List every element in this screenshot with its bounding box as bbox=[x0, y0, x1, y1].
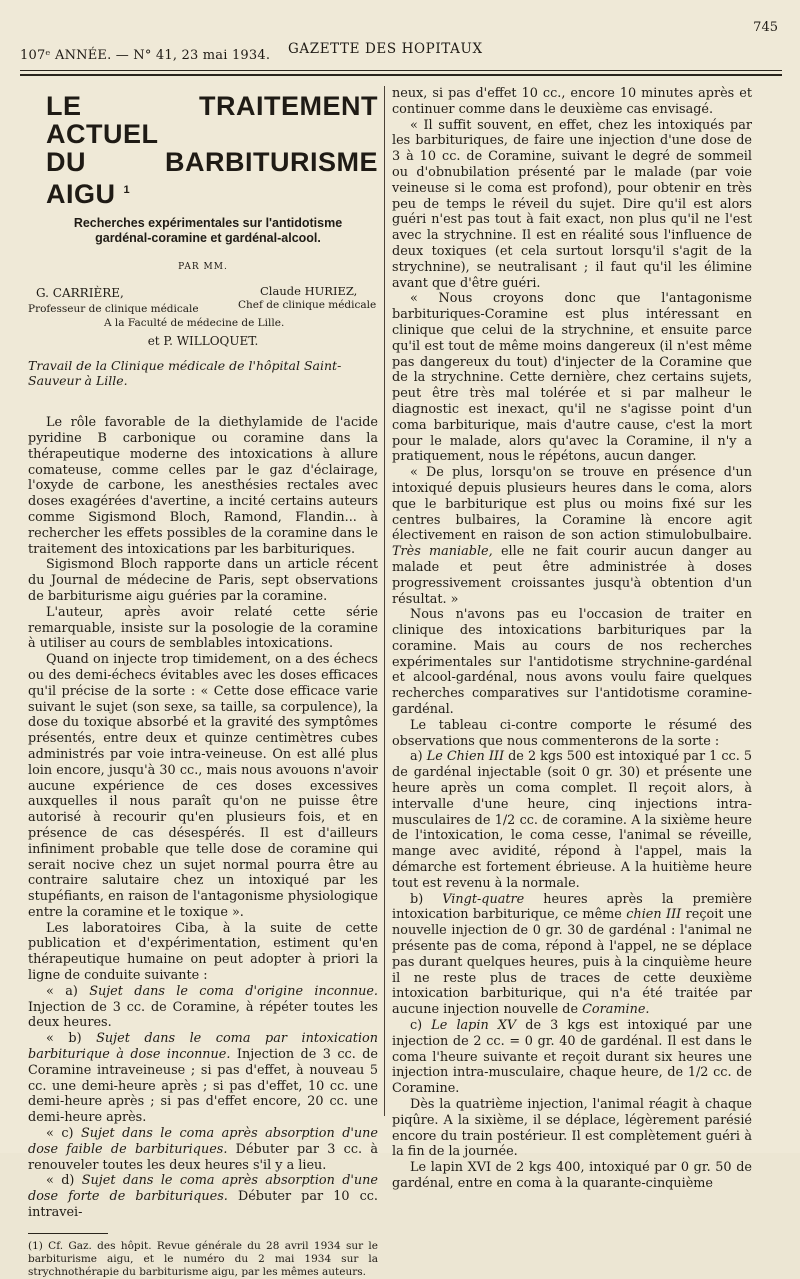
paragraph: « Il suffit souvent, en effet, chez les intoxiqués par les barbituriques, de faire une injection d'une dose de 3 à 10 cc. de Coramine, suivant le degré de sommeil ou d'obnubilation présenté par le malade (par voie veineuse si le coma est profond), pour obtenir en très peu de temps le réveil du sujet. Dire qu'il est alors guéri n'est pas tout à fait exact, non plus qu'il ne l'est avec la strychnine. Il est en réalité sous l'influence de deux toxiques (et cela surtout lorsqu'il s'agit de la strychnine), se neutralisant ; il faut qu'il les élimine avant que d'être guéri. bbox=[392, 117, 752, 291]
paragraph: Le rôle favorable de la diethylamide de l'acide pyridine B carbonique ou coramine dans la thérapeutique moderne des intoxications à allure comateuse, comme celles par le gaz d'éclairage, l'oxyde de carbone, les anesthésies rectales avec doses exagérées d'avertine, a incité certains auteurs comme Sigismond Bloch, Ramond, Flandin... à rechercher les effets possibles de la coramine dans le traitement des intoxications par les barbituriques. bbox=[28, 415, 378, 557]
paragraph: Le tableau ci-contre comporte le résumé des observations que nous commenterons de la sorte : bbox=[392, 717, 752, 749]
case-label: « b) bbox=[46, 1031, 82, 1047]
case-italic: Vingt-quatre bbox=[442, 891, 525, 907]
paragraph: « Nous croyons donc que l'antagonisme barbituriques-Coramine est plus intéressant en clinique que celui de la strychnine, et ensuite parce qu'il est tout de même moins dangereux (il n'est même pas dangereux du tout) d'injecter de la Coramine que de la strychnine. Cette dernière, chez certains sujets, peut être très mal tolérée et si par malheur le diagnostic est inexact, qu'il ne s'agisse point d'un coma barbiturique, mais d'autre cause, c'est la mort pour le malade, alors qu'avec la Coramine, il n'y a pratiquement, nous le répétons, aucun danger. bbox=[392, 291, 752, 465]
header-rule bbox=[20, 70, 782, 71]
paragraph: Nous n'avons pas eu l'occasion de traiter en clinique des intoxications barbituriques par la coramine. Mais au cours de nos recherches expérimentales sur l'antidotisme strychnine-gardénal et alcool-gardénal, nous avons voulu faire quelques recherches comparatives sur l'antidotisme coramine-gardénal. bbox=[392, 607, 752, 718]
case-text: reçoit une nouvelle injection de 0 gr. 30 de gardénal : l'animal ne présente pas de coma, répond à l'appel, ne se déplace pas durant quelques heures, puis à la cinquième heure il ne reste plus de traces de cette deuxième intoxication barbiturique, qui n'a été traitée par aucune injection nouvelle de bbox=[392, 907, 752, 1018]
case-italic: Le lapin XV bbox=[431, 1018, 517, 1034]
case-text: heures après la première intoxication barbiturique, ce même bbox=[392, 891, 752, 923]
article-title bbox=[46, 92, 378, 208]
paragraph bbox=[392, 465, 752, 607]
left-column bbox=[28, 86, 378, 1279]
footnote-mark: 1 bbox=[123, 184, 131, 196]
paragraph: L'auteur, après avoir relaté cette série remarquable, insiste sur la posologie de la coramine à utiliser au cours de semblables intoxications. bbox=[28, 604, 378, 652]
case-text: de 2 kgs 500 est intoxiqué par 1 cc. 5 de gardénal injectable (soit 0 gr. 30) et présente une heure après un coma complet. Il reçoit alors, à intervalle d'une heure, cinq injections intra-musculaires de 1/2 cc. de coramine. A la sixième heure de l'intoxication, le coma cesse, l'animal se réveille, mange avec avidité, répond à l'appel, mais la démarche est fortement ébrieuse. A la huitième heure tout est revenu à la normale. bbox=[392, 749, 752, 891]
author-huriez-role: Chef de clinique médicale bbox=[238, 298, 377, 311]
page-header bbox=[20, 18, 782, 80]
subtitle-line-1: Recherches expérimentales sur l'antidotisme bbox=[73, 216, 343, 230]
case-text: Injection de 3 cc. de Coramine intraveineuse ; si pas d'effet, à nouveau 5 cc. une demi-heure après ; si pas d'effet, 10 cc. une demi-heure après ; si pas d'effet encore, 20 cc. une demi-heure après. bbox=[28, 1047, 378, 1126]
paragraph: Dès la quatrième injection, l'animal réagit à chaque piqûre. A la sixième, il se déplace, légèrement parésié encore du train postérieur. Il est complètement guéri à la fin de la journée. bbox=[392, 1097, 752, 1160]
case-text: Débuter par 10 cc. intravei- bbox=[28, 1189, 378, 1221]
title-line-1: LE TRAITEMENT ACTUEL bbox=[46, 91, 378, 149]
case-label: « c) bbox=[46, 1126, 74, 1142]
faculty-line: A la Faculté de médecine de Lille. bbox=[104, 316, 285, 329]
paragraph: neux, si pas d'effet 10 cc., encore 10 minutes après et continuer comme dans le deuxième cas envisagé. bbox=[392, 86, 752, 117]
case-a-right bbox=[392, 749, 752, 891]
text-run: elle ne fait courir aucun danger au malade et peut être administrée à doses progressivement croissantes jusqu'à obtention d'un résultat. » bbox=[392, 544, 752, 607]
lab-affiliation: Travail de la Clinique médicale de l'hôpital Saint-Sauveur à Lille. bbox=[28, 357, 342, 389]
case-italic: Sujet dans le coma d'origine inconnue. bbox=[89, 983, 378, 999]
case-b bbox=[28, 1031, 378, 1126]
title-line-2-text: DU BARBITURISME AIGU bbox=[46, 147, 378, 209]
case-label: c) bbox=[410, 1018, 423, 1034]
case-c bbox=[28, 1126, 378, 1173]
authors-block bbox=[28, 284, 378, 332]
issue-info: 107ᵉ ANNÉE. — N° 41, 23 mai 1934. bbox=[20, 48, 271, 63]
case-c-right bbox=[392, 1018, 752, 1097]
case-text: Débuter par 3 cc. à renouveler toutes les deux heures s'il y a lieu. bbox=[28, 1141, 378, 1173]
article-subtitle bbox=[38, 216, 378, 246]
case-text: Injection de 3 cc. de Coramine, à répéter toutes les deux heures. bbox=[28, 999, 378, 1031]
case-label: « d) bbox=[46, 1173, 75, 1189]
footnote-rule bbox=[28, 1233, 108, 1234]
case-d bbox=[28, 1173, 378, 1220]
author-carriere-role: Professeur de clinique médicale bbox=[28, 302, 199, 315]
par-mm: PAR MM. bbox=[178, 262, 228, 272]
paragraph: Les laboratoires Ciba, à la suite de cette publication et d'expérimentation, estiment qu'en thérapeutique humaine on peut adopter à priori la ligne de conduite suivante : bbox=[28, 920, 378, 984]
journal-name: GAZETTE DES HOPITAUX bbox=[288, 41, 483, 57]
case-italic: Le Chien III bbox=[426, 749, 505, 765]
text-run: « De plus, lorsqu'on se trouve en présence d'un intoxiqué depuis plusieurs heures dans le coma, alors que le barbiturique est plus ou moins fixé sur les centres bulbaires, la Coramine là encore agit électivement en raison de son action stimulobulbaire. bbox=[392, 465, 752, 544]
case-b-right bbox=[392, 892, 752, 1018]
case-italic: Sujet dans le coma par intoxication barbiturique à dose inconnue. bbox=[28, 1031, 378, 1063]
page-number: 745 bbox=[753, 20, 778, 35]
case-label: a) bbox=[410, 749, 423, 765]
case-text: de 3 kgs est intoxiqué par une injection de 2 cc. = 0 gr. 40 de gardénal. Il est dans le coma l'heure suivante et reçoit durant six heures une injection intra-musculaire, chaque heure, de 1/2 cc. de Coramine. bbox=[392, 1018, 753, 1097]
subtitle-line-2: gardénal-coramine et gardénal-alcool. bbox=[95, 231, 321, 245]
paragraph: Quand on injecte trop timidement, on a des échecs ou des demi-échecs évitables avec les doses efficaces qu'il précise de la sorte : « Cette dose efficace varie suivant le sujet (son sexe, sa taille, sa corpulence), la dose du toxique absorbé et la gravité des symptômes présentés, entre deux et quinze centimètres cubes administrés par voie intra-veineuse. On est allé plus loin encore, jusqu'à 30 cc., mais nous avouons n'avoir aucune expérience de ces doses excessives auxquelles il nous paraît qu'on ne puisse être autorisé à recourir qu'en plusieurs fois, et en présence de cas désespérés. Il est d'ailleurs infiniment probable que telle dose de coramine qui serait nocive chez un sujet normal pourra être au contraire salutaire chez un intoxiqué par les stupéfiants, en raison de l'antagonisme physiologique entre la coramine et le toxique ». bbox=[28, 652, 378, 920]
column-divider bbox=[384, 86, 385, 1116]
paragraph: Sigismond Bloch rapporte dans un article récent du Journal de médecine de Paris, sept observations de barbiturisme aigu guéries par la coramine. bbox=[28, 557, 378, 604]
author-willoquet: et P. WILLOQUET. bbox=[147, 333, 259, 348]
paragraph: Le lapin XVI de 2 kgs 400, intoxiqué par 0 gr. 50 de gardénal, entre en coma à la quarante-cinquième bbox=[392, 1160, 752, 1191]
case-a bbox=[28, 984, 378, 1031]
case-label: b) bbox=[410, 891, 424, 907]
case-italic: Sujet dans le coma après absorption d'une dose forte de barbituriques. bbox=[28, 1173, 378, 1205]
footnote: (1) Cf. Gaz. des hôpit. Revue générale du 28 avril 1934 sur le barbiturisme aigu, et le numéro du 2 mai 1934 sur la strychnothérapie du barbiturisme aigu, par les mêmes auteurs. bbox=[28, 1239, 378, 1278]
author-carriere: G. CARRIÈRE, bbox=[36, 285, 124, 300]
case-label: « a) bbox=[46, 983, 78, 999]
author-huriez: Claude HURIEZ, bbox=[260, 283, 358, 298]
header-rule-thick bbox=[20, 74, 782, 76]
case-italic: Sujet dans le coma après absorption d'une dose faible de barbituriques. bbox=[28, 1126, 378, 1157]
italic-run: Très maniable, bbox=[392, 544, 493, 560]
case-italic: chien III bbox=[626, 907, 682, 923]
right-column bbox=[392, 86, 752, 1192]
case-italic: Coramine. bbox=[582, 1002, 650, 1018]
title-line-2 bbox=[46, 148, 378, 208]
